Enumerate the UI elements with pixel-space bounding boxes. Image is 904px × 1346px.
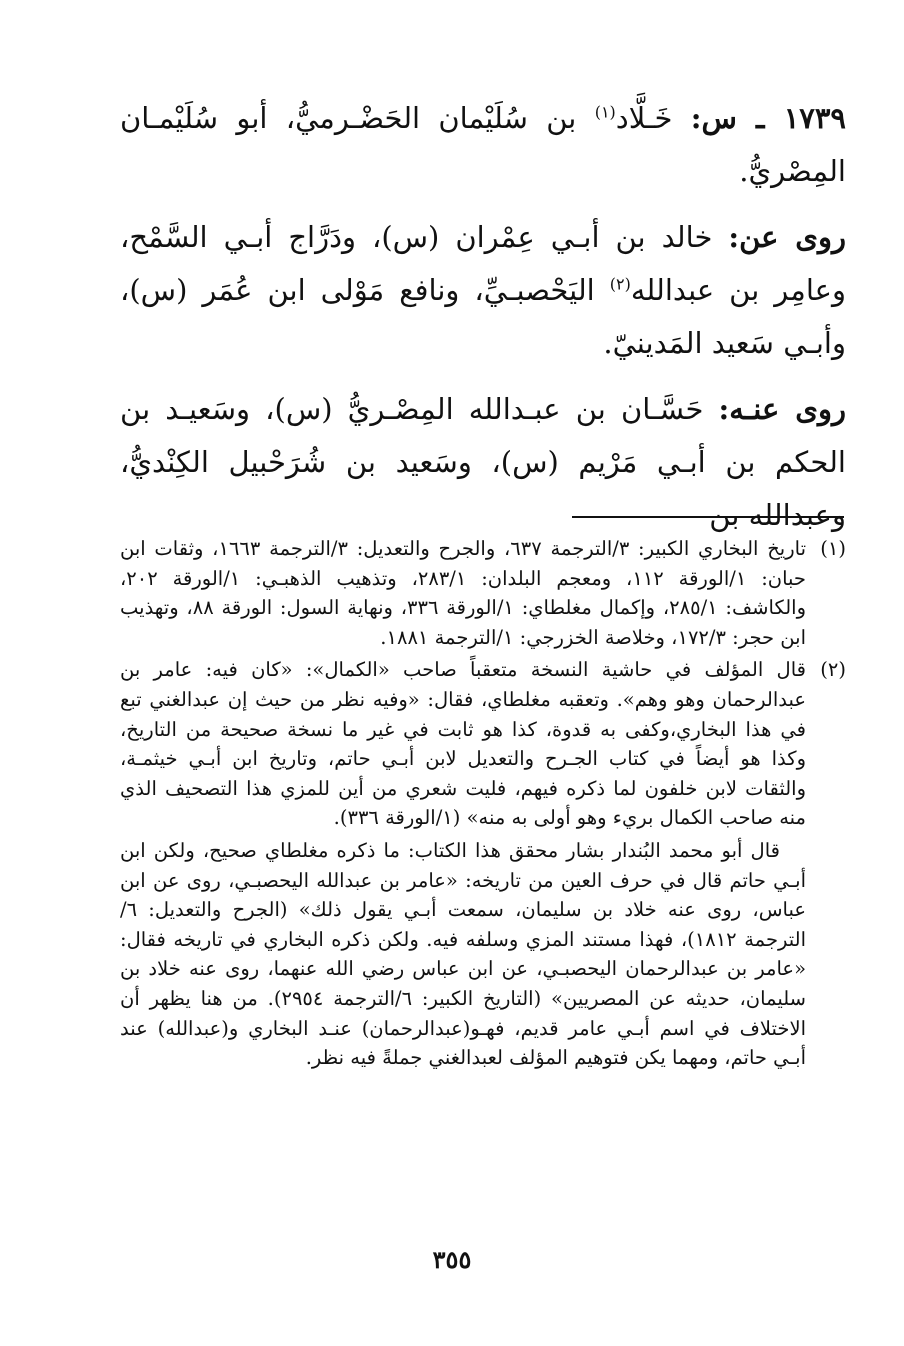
- narrated-from-text-part2: اليَحْصبـيِّ، ونافع مَوْلى ابن عُمَر (س)، وأبـي سَعيد المَدينيّ.: [120, 273, 846, 360]
- footnote-2-number: (٢): [820, 658, 846, 682]
- footnote-1-body: [120, 534, 806, 652]
- footnote-2-body: [120, 655, 806, 1072]
- narrated-from-label: روى عن:: [728, 220, 846, 254]
- footnote-1-number: (١): [820, 537, 846, 560]
- narrated-by-paragraph: [120, 383, 846, 542]
- footnotes: [120, 534, 846, 1076]
- main-text: [120, 92, 846, 555]
- narrated-from-paragraph: [120, 211, 846, 370]
- entry-heading-paragraph: [120, 92, 846, 198]
- entry-number: ١٧٣٩ ـ س:: [690, 101, 847, 135]
- footnote-2-paragraph-1: قال المؤلف في حاشية النسخة متعقباً صاحب «الكمال»: «كان فيه: عامر بن عبدالرحمان وهو وهم». وتعقبه مغلطاي، فقال: «وفيه نظر من حيث إن عبدالغني تبع في هذا البخاري،وكفى به قدوة، كذا هو ثابت في غير ما نسخة صحيحة من التاريخ، وكذا هو أيضاً في كتاب الجـرح والتعديل لابن أبـي حاتم، وتاريخ ابن أبـي خيثمـة، والثقات لابن خلفون لما ذكره فيهم، فليت شعري من أين للمزي هذا التصحيف الذي منه صاحب الكمال بريء وهو أولى به منه» (١/الورقة ٣٣٦).: [120, 658, 806, 830]
- narrated-by-text: حَسَّـان بن عبـدالله المِصْـريُّ (س)، وسَعيـد بن الحكم بن أبـي مَرْيم (س)، وسَعيد بن شُرَحْبيل الكِنْديُّ، وعبدالله بن: [120, 392, 846, 532]
- footnote-1: [120, 534, 846, 652]
- page-number: ٣٥٥: [432, 1245, 472, 1274]
- entry-name-part2: بن سُلَيْمان الحَضْـرميُّ، أبو سُلَيْمـان المِصْريُّ.: [120, 101, 846, 188]
- footnote-2: [120, 655, 846, 1072]
- footnote-marker-2: (٢): [609, 274, 631, 294]
- footnote-divider: [572, 516, 844, 518]
- narrated-from-text-part1: خالد بن أبـي عِمْران (س)، ودَرَّاج أبـي السَّمْح، وعامِر بن عبدالله: [120, 220, 846, 307]
- footnote-2-paragraph-2: قال أبو محمد البُندار بشار محقق هذا الكتاب: ما ذكره مغلطاي صحيح، ولكن ابن أبـي حاتم قال في حرف العين من تاريخه: «عامر بن عبدالله اليحصبـي، روى عن ابن عباس، روى عنه خلاد بن سليمان، سمعت أبـي يقول ذلك» (الجرح والتعديل: ٦/الترجمة ١٨١٢)، فهذا مستند المزي وسلفه فيه. ولكن ذكره البخاري في تاريخه فقال: «عامر بن عبدالرحمان اليحصبـي، عن ابن عباس رضي الله عنهما، روى عنه خلاد بن سليمان، حديثه عن المصريين» (التاريخ الكبير: ٦/الترجمة ٢٩٥٤). من هنا يظهر أن الاختلاف في اسم أبـي عامر قديم، فهـو(عبدالرحمان) عنـد البخاري و(عبدالله) عند أبـي حاتم، ومهما يكن فتوهيم المؤلف لعبدالغني جملةً فيه نظر.: [120, 838, 806, 1070]
- entry-name-part1: خَـلَّاد: [615, 101, 691, 135]
- narrated-by-label: روى عنـه:: [718, 392, 847, 426]
- footnote-1-text: تاريخ البخاري الكبير: ٣/الترجمة ٦٣٧، والجرح والتعديل: ٣/الترجمة ١٦٦٣، وثقات ابن حبان: ١/الورقة ١١٢، ومعجم البلدان: ٢٨٣/١، وتذهيب الذهبـي: ١/الورقة ٢٠٢، والكاشف: ٢٨٥/١، وإكمال مغلطاي: ١/الورقة ٣٣٦، ونهاية السول: الورقة ٨٨، وتهذيب ابن حجر: ١٧٢/٣، وخلاصة الخزرجي: ١/الترجمة ١٨٨١.: [120, 537, 807, 649]
- footnote-marker-1: (١): [594, 102, 616, 122]
